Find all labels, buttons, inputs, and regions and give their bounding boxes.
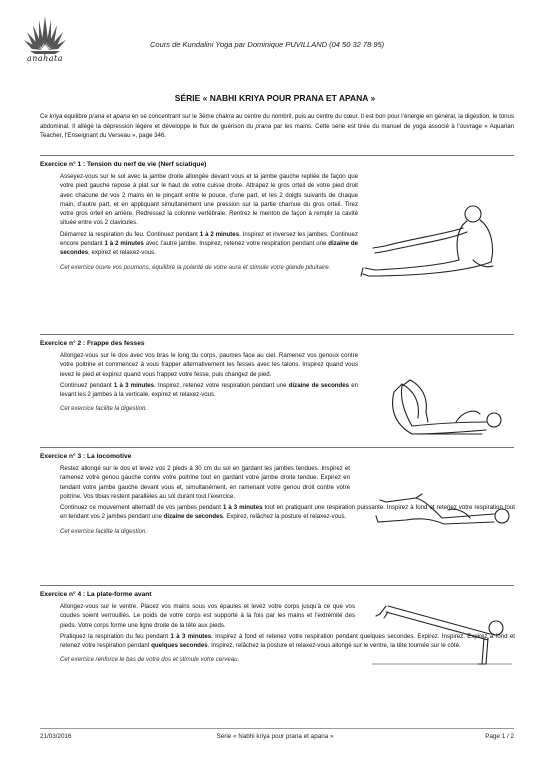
exercise-title: Exercice n° 1 : Tension du nerf de vie (Nerf sciatique) bbox=[40, 161, 207, 168]
exercise-title: Exercice n° 4 : La plate-forme avant bbox=[40, 591, 152, 598]
seated-forward-bend-illustration bbox=[355, 196, 505, 286]
footer-series: Série « Nabhi kriya pour prana et apana » bbox=[216, 733, 334, 740]
logo-text: anahata bbox=[26, 54, 64, 63]
exercise-body: Restez allongé sur le dos et levez vos 2 pieds à 30 cm du sol en gardant les jambes tendues. Inspirez et ramenez votre genou gauche contre votre poitrine tout en gardant votre jambe droite tendue. Expirez en tendant votre jambe gauche devant vous et, simultanément, en ramenant votre genou droit contre votre poitrine. Vos tibias restent parallèles au sol durant tout l’exercice. Continuez ce mouvement alternatif de vos jambes pendant 1 à 3 minutes tout en pratiquant une respiration puissante. Inspirez à fond et retenez votre respiration tout en tendant vos 2 jambes pendant une dizaine de secondes. Expirez, relâchez la posture et relaxez-vous. Cet exercice facilite la digestion. bbox=[60, 465, 515, 535]
footer-date: 21/03/2016 bbox=[40, 733, 72, 740]
footer-divider bbox=[40, 728, 514, 729]
exercise-body: Allongez-vous sur le dos avec vos bras le long du corps, paumes face au ciel. Ramenez vos genoux contre votre poitrine et commencez à vous frapper alternativement les fesses avec les talons. Inspirez quand vous levez le pied et expirez quand vous frappez votre fesse, puis changez de pied. Continuez pendant 1 à 3 minutes. Inspirez, retenez votre respiration pendant une dizaine de secondes en levant les 2 jambes à la verticale, expirez et relaxez-vous. Cet exercice facilite la digestion. bbox=[60, 352, 359, 413]
divider bbox=[40, 155, 514, 156]
front-platform-illustration bbox=[372, 594, 512, 666]
locomotive-illustration bbox=[372, 488, 512, 530]
course-header: Cours de Kundalini Yoga par Dominique PUVILLAND (04 50 32 78 95) bbox=[150, 40, 385, 49]
divider bbox=[40, 447, 514, 448]
exercise-body: Asseyez-vous sur le sol avec la jambe droite allongée devant vous et la jambe gauche repliée de façon que votre pied gauche repose à plat sur le haut de votre cuisse droite. Attrapez le gros orteil de votre pied droit avec chacune de vos 2 mains en le pinçant entre le pouce, d’une part, et les 2 doigts suivants de chaque main, d’autre part, et en appliquant simultanément une pression sur la partie charnue du gros orteil. Tirez votre gros orteil en arrière. Redressez la colonne vertébrale. Rentrez le menton de façon à remplir la cavité située entre vos 2 clavicules. Démarrez la respiration du feu. Continuez pendant 1 à 2 minutes. Inspirez et inversez les jambes. Continuez encore pendant 1 à 2 minutes avec l’autre jambe. Inspirez, retenez votre respiration pendant une dizaine de secondes, expirez et relaxez-vous. Cet exercice ouvre vos poumons, équilibre la polarité de votre aura et stimule votre glande pituitaire. bbox=[60, 173, 358, 271]
page-title: SÉRIE « NABHI KRIYA POUR PRANA ET APANA » bbox=[174, 93, 376, 103]
exercise-title: Exercice n° 2 : Frappe des fesses bbox=[40, 340, 145, 347]
footer-page: Page 1 / 2 bbox=[485, 733, 514, 740]
lying-heel-kick-illustration bbox=[382, 372, 510, 444]
divider bbox=[40, 334, 514, 335]
intro-paragraph: Ce kriya équilibre prana et apana en se concentrant sur le 3ème chakra au centre du nombril, puis au centre du cœur. Il est bon pour l’énergie en général, la digestion, le tonus abdominal. Il allège la dépression légère et développe le flux de guérison du prana par les mains. Cette série est tirée du manuel de yoga associé à l’ouvrage « Aquarian Teacher, l’Enseignant du Verseau », page 346. bbox=[40, 113, 514, 140]
divider bbox=[40, 585, 514, 586]
exercise-body: Allongez-vous sur le ventre. Placez vos mains sous vos épaules et levez votre corps jusqu’à ce que vos coudes soient verrouillés. Le poids de votre corps est supporté à la fois par les mains et l’extrémité des pieds. Votre corps forme une ligne droite de la tête aux pieds. Pratiquez la respiration du feu pendant 1 à 3 minutes. Inspirez à fond et retenez votre respiration pendant quelques secondes. Expirez. Inspirez. Expirez à fond et retenez votre respiration pendant quelques secondes. Inspirez, relâchez la posture et relaxez-vous allongé sur le ventre, la tête tournée sur le côté. Cet exercice renforce le bas de votre dos et stimule votre cerveau. bbox=[60, 603, 515, 664]
exercise-title: Exercice n° 3 : La locomotive bbox=[40, 453, 132, 460]
